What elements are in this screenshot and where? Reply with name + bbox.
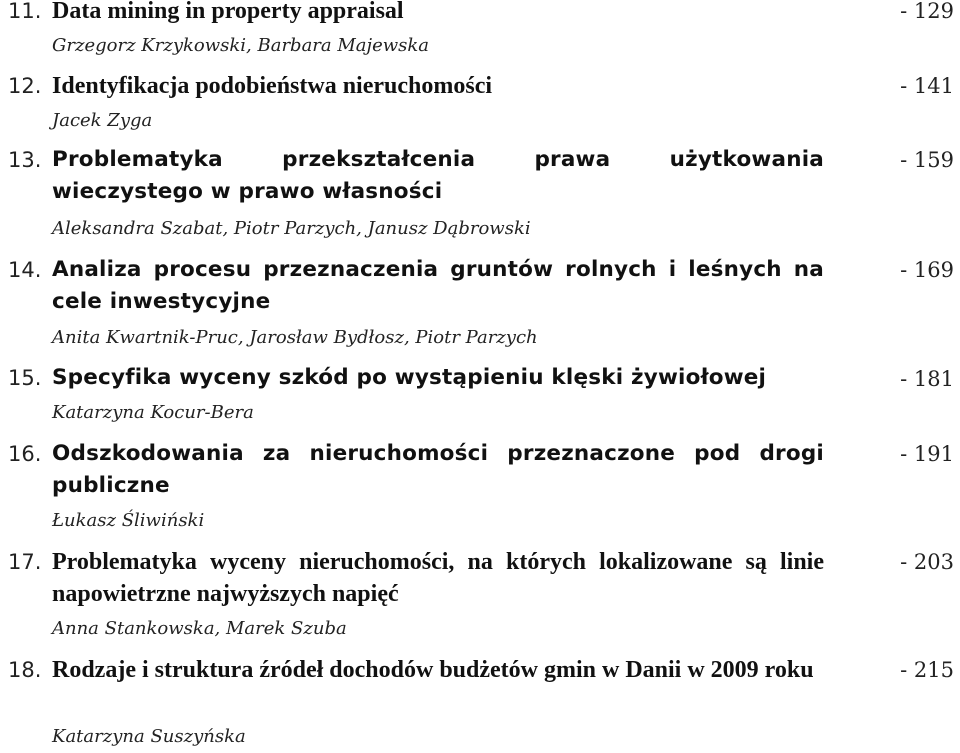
- entry-number: 11.: [8, 0, 42, 23]
- entry-page: - 141: [900, 74, 954, 98]
- entry-page: - 203: [900, 550, 954, 574]
- entry-number: 15.: [8, 366, 42, 390]
- entry-authors: Katarzyna Suszyńska: [52, 726, 246, 747]
- entry-page: - 169: [900, 258, 954, 282]
- entry-authors: Jacek Zyga: [52, 110, 153, 131]
- entry-number: 12.: [8, 74, 42, 98]
- entry-number: 18.: [8, 658, 42, 682]
- entry-number: 17.: [8, 550, 42, 574]
- entry-number: 14.: [8, 258, 42, 282]
- entry-authors: Grzegorz Krzykowski, Barbara Majewska: [52, 35, 430, 56]
- entry-title: Odszkodowania za nieruchomości przeznaczone pod drogi publiczne: [52, 441, 824, 498]
- entry-authors: Katarzyna Kocur-Bera: [52, 402, 254, 423]
- entry-title: Identyfikacja podobieństwa nieruchomości: [52, 73, 493, 99]
- entry-page: - 159: [900, 148, 954, 172]
- entry-page: - 129: [900, 0, 954, 23]
- entry-title: Data mining in property appraisal: [52, 0, 404, 24]
- entry-page: - 181: [900, 367, 954, 391]
- entry-page: - 191: [900, 442, 954, 466]
- entry-title: Problematyka wyceny nieruchomości, na których lokalizowane są linie napowietrzne najwyższych napięć: [52, 549, 824, 607]
- entry-title: Analiza procesu przeznaczenia gruntów rolnych i leśnych na cele inwestycyjne: [52, 257, 824, 314]
- entry-title: Specyfika wyceny szkód po wystąpieniu klęski żywiołowej: [52, 365, 767, 390]
- entry-page: - 215: [900, 658, 954, 682]
- entry-authors: Anita Kwartnik-Pruc, Jarosław Bydłosz, Piotr Parzych: [52, 327, 538, 348]
- entry-number: 16.: [8, 442, 42, 466]
- entry-number: 13.: [8, 148, 42, 172]
- entry-authors: Łukasz Śliwiński: [52, 510, 205, 531]
- entry-title: Rodzaje i struktura źródeł dochodów budżetów gmin w Danii w 2009 roku: [52, 657, 814, 683]
- entry-authors: Aleksandra Szabat, Piotr Parzych, Janusz Dąbrowski: [52, 218, 531, 239]
- entry-title: Problematyka przekształcenia prawa użytkowania wieczystego w prawo własności: [52, 147, 824, 204]
- entry-authors: Anna Stankowska, Marek Szuba: [52, 618, 347, 639]
